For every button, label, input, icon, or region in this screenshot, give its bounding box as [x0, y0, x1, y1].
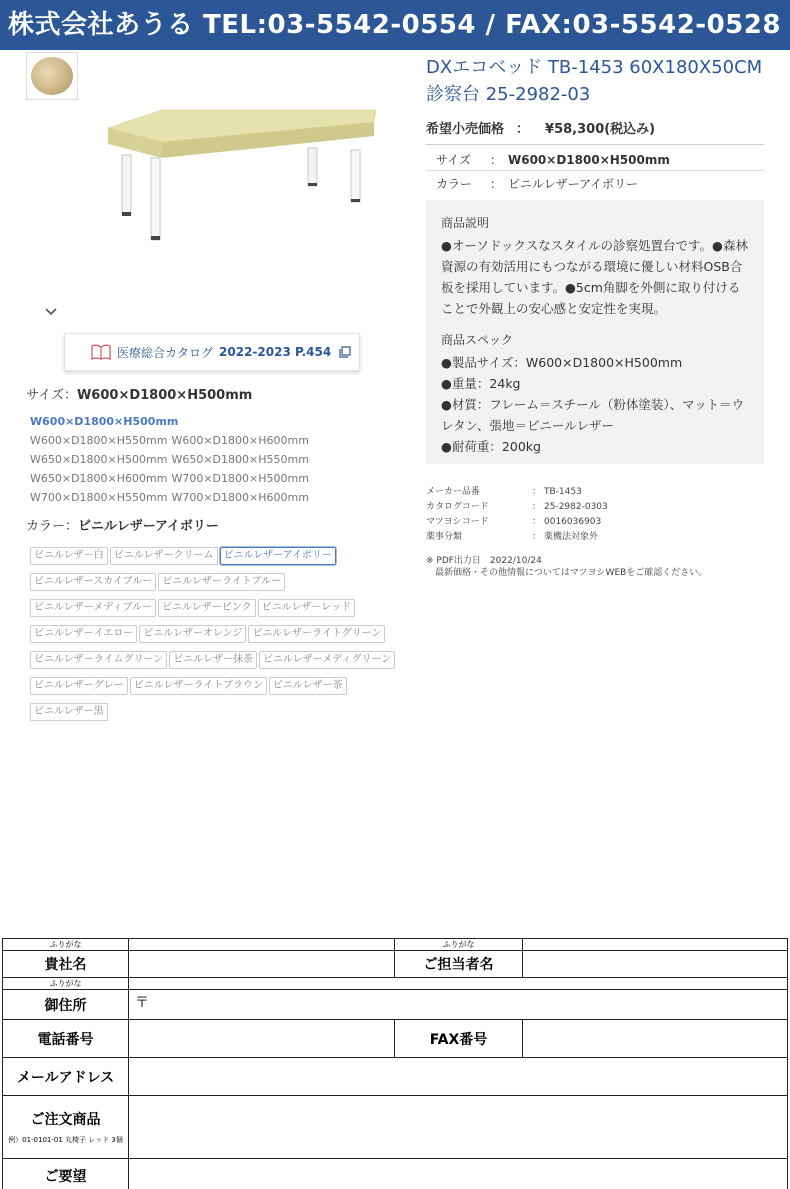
- color-option[interactable]: ビニルレザーライムグリーン: [30, 651, 167, 669]
- product-image: [100, 100, 390, 250]
- meta-note: ※ PDF出力日 2022/10/24 最新価格・その他情報についてはマツヨシWEBをご確認ください。: [426, 556, 708, 578]
- size-option[interactable]: W700×D1800×H550mm: [30, 491, 168, 504]
- meta-row: マツヨシコード ： 0016036903: [426, 517, 602, 527]
- spec-line: ●耐荷重：200kg: [441, 439, 541, 454]
- product-title: [426, 54, 776, 108]
- order-field[interactable]: [129, 1096, 788, 1159]
- color-options: [30, 543, 400, 725]
- color-option[interactable]: ビニルレザーアイボリー: [220, 547, 336, 565]
- size-option[interactable]: W700×D1800×H500mm: [171, 472, 309, 485]
- catalog-page: 2022-2023 P.454: [219, 345, 332, 359]
- company-field[interactable]: [129, 951, 395, 978]
- color-option[interactable]: ビニルレザークリーム: [110, 547, 218, 565]
- contact-field[interactable]: [523, 951, 788, 978]
- price-value: ¥58,300(税込み): [545, 122, 656, 137]
- color-option[interactable]: ビニルレザー白: [30, 547, 108, 565]
- divider: [426, 144, 764, 145]
- request-label: ご要望: [3, 1159, 129, 1189]
- description-heading: 商品説明: [441, 216, 490, 230]
- size-option[interactable]: W600×D1800×H600mm: [171, 434, 309, 447]
- size-option[interactable]: W650×D1800×H600mm: [30, 472, 168, 485]
- company-label: 貴社名: [3, 951, 129, 978]
- size-options: [30, 412, 320, 507]
- email-label: メールアドレス: [3, 1058, 129, 1096]
- header-text: 株式会社あうる TEL:03-5542-0554 / FAX:03-5542-0528: [8, 10, 781, 40]
- color-option[interactable]: ビニルレザー黒: [30, 703, 108, 721]
- spec-line: ●製品サイズ：W600×D1800×H500mm: [441, 355, 683, 370]
- address-furigana-field[interactable]: [129, 978, 788, 990]
- chevron-down-icon[interactable]: [44, 305, 58, 319]
- order-example: 例）01-0101-01 丸椅子 レッド 3個: [8, 1136, 123, 1144]
- phone-field[interactable]: [129, 1020, 395, 1058]
- furigana-label: ふりがな: [3, 939, 129, 951]
- fax-field[interactable]: [523, 1020, 788, 1058]
- title-line-1: DXエコベッド TB-1453 60X180X50CM: [426, 57, 763, 78]
- copy-icon: [339, 346, 351, 358]
- color-option[interactable]: ビニルレザー茶: [269, 677, 347, 695]
- spec-heading: 商品スペック: [441, 333, 514, 347]
- size-option[interactable]: W650×D1800×H550mm: [171, 453, 309, 466]
- furigana-label: ふりがな: [3, 978, 129, 990]
- color-option[interactable]: ビニルレザーライトグリーン: [248, 625, 385, 643]
- color-option[interactable]: ビニルレザースカイブルー: [30, 573, 156, 591]
- color-option[interactable]: ビニルレザーライトブルー: [158, 573, 285, 591]
- email-field[interactable]: [129, 1058, 788, 1096]
- description-text: ●オーソドックスなスタイルの診察処置台です。●森林資源の有効活用にもつながる環境に優しい材料OSB合板を採用しています。●5cm角脚を外側に取り付けることで外観上の安心感と安定性を実現。: [441, 238, 748, 316]
- meta-row: メーカー品番 ： TB-1453: [426, 487, 582, 497]
- color-option[interactable]: ビニルレザーレッド: [258, 599, 355, 617]
- address-field[interactable]: [129, 990, 788, 1020]
- order-label: ご注文商品 例）01-0101-01 丸椅子 レッド 3個: [3, 1096, 129, 1159]
- contact-label: ご担当者名: [395, 951, 523, 978]
- color-option[interactable]: ビニルレザー抹茶: [169, 651, 257, 669]
- fabric-swatch: [31, 57, 73, 95]
- price-row: 希望小売価格 ： ¥58,300(税込み): [426, 122, 656, 137]
- catalog-label: 医療総合カタログ: [117, 345, 214, 360]
- spec-line: ●材質：フレーム＝スチール（粉体塗装）、マット＝ウレタン、張地＝ビニールレザー: [441, 397, 745, 433]
- color-option[interactable]: ビニルレザーライトブラウン: [130, 677, 267, 695]
- color-section-label: カラー：ビニルレザーアイボリー: [26, 519, 219, 534]
- phone-label: 電話番号: [3, 1020, 129, 1058]
- color-option[interactable]: ビニルレザーメディブルー: [30, 599, 156, 617]
- color-selected: ビニルレザーアイボリー: [78, 519, 219, 534]
- order-form: [2, 938, 788, 1189]
- postal-mark: 〒: [135, 995, 149, 1011]
- address-label: 御住所: [3, 990, 129, 1020]
- size-option[interactable]: W650×D1800×H500mm: [30, 453, 168, 466]
- contact-furigana-field[interactable]: [523, 939, 788, 951]
- request-field[interactable]: [129, 1159, 788, 1189]
- size-option[interactable]: W700×D1800×H600mm: [171, 491, 309, 504]
- meta-table: [426, 485, 766, 545]
- size-option[interactable]: W600×D1800×H500mm: [30, 415, 179, 428]
- title-line-2: 診察台 25-2982-03: [426, 84, 591, 105]
- divider: [426, 170, 764, 171]
- book-icon: [91, 344, 111, 360]
- catalog-button[interactable]: [64, 333, 360, 371]
- color-option[interactable]: ビニルレザーグレー: [30, 677, 128, 695]
- product-thumbnail[interactable]: [26, 52, 78, 100]
- color-option[interactable]: ビニルレザーメディグリーン: [259, 651, 395, 669]
- color-option[interactable]: ビニルレザーオレンジ: [139, 625, 246, 643]
- size-option[interactable]: W600×D1800×H550mm: [30, 434, 168, 447]
- spec-size-value: W600×D1800×H500mm: [508, 153, 670, 167]
- spec-size-row: サイズ ： W600×D1800×H500mm: [436, 153, 670, 167]
- color-option[interactable]: ビニルレザーイエロー: [30, 625, 137, 643]
- header-bar: [0, 0, 790, 50]
- color-option[interactable]: ビニルレザーピンク: [158, 599, 256, 617]
- furigana-label: ふりがな: [395, 939, 523, 951]
- size-section-label: サイズ：W600×D1800×H500mm: [26, 388, 253, 403]
- spec-color-value: ビニルレザーアイボリー: [508, 177, 639, 191]
- fax-label: FAX番号: [395, 1020, 523, 1058]
- price-label: 希望小売価格: [426, 122, 505, 137]
- company-furigana-field[interactable]: [129, 939, 395, 951]
- description-box: [426, 200, 764, 464]
- spec-color-row: カラー ： ビニルレザーアイボリー: [436, 177, 639, 191]
- size-selected: W600×D1800×H500mm: [76, 388, 253, 403]
- meta-row: 薬事分類 ： 薬機法対象外: [426, 532, 599, 542]
- meta-row: カタログコード ： 25-2982-0303: [426, 502, 608, 512]
- spec-line: ●重量：24kg: [441, 376, 521, 391]
